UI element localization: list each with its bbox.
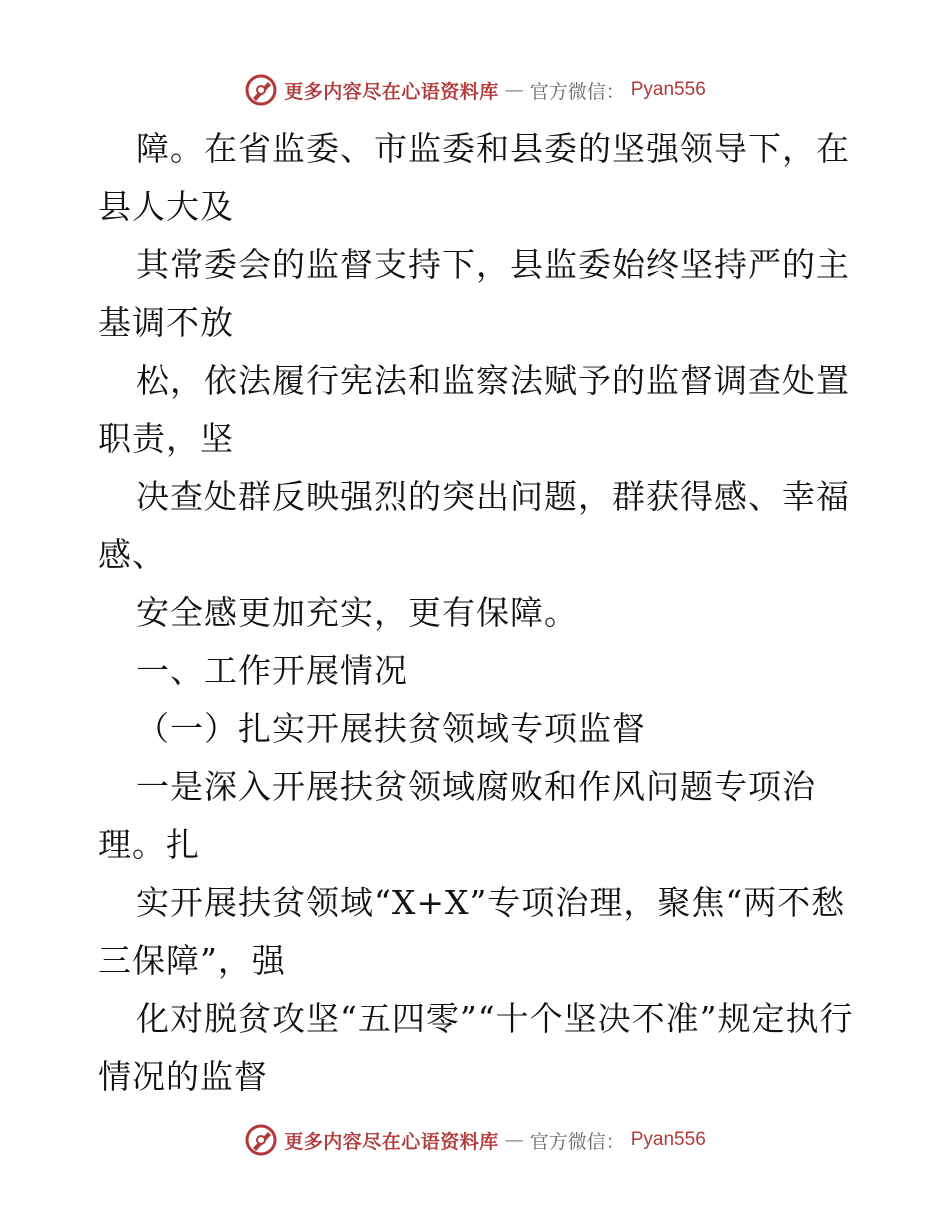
header-brand-text: 更多内容尽在心语资料库 (284, 80, 499, 103)
paragraph: 障。在省监委、市监委和县委的坚强领导下，在县人大及 (98, 129, 850, 226)
paragraph: 松，依法履行宪法和监察法赋予的监督调查处置职责，坚 (98, 361, 850, 458)
footer-watermark (0, 1120, 950, 1160)
paragraph: 安全感更加充实，更有保障。 (136, 593, 578, 632)
header-separator: — (504, 79, 524, 101)
paragraph: 化对脱贫攻坚“五四零”“十个坚决不准”规定执行情况的监督 (98, 999, 854, 1096)
header-wechat-id: Pyan556 (630, 79, 706, 100)
paragraph: 决查处群反映强烈的突出问题，群获得感、幸福感、 (98, 477, 850, 574)
paragraph: 实开展扶贫领域“X+X”专项治理，聚焦“两不愁三保障”，强 (98, 883, 846, 980)
pen-logo-icon (244, 73, 278, 107)
footer-brand-text: 更多内容尽在心语资料库 (284, 1130, 499, 1153)
footer-wechat-id: Pyan556 (630, 1129, 706, 1150)
section-heading: 一、工作开展情况 (136, 651, 408, 690)
document-body (98, 120, 858, 1106)
subsection-heading: （一）扎实开展扶贫领域专项监督 (136, 709, 646, 748)
footer-wechat-label: 官方微信： (529, 1130, 625, 1153)
pen-logo-icon (244, 1123, 278, 1157)
header-watermark (0, 70, 950, 110)
paragraph: 一是深入开展扶贫领域腐败和作风问题专项治理。扎 (98, 767, 816, 864)
footer-separator: — (504, 1129, 524, 1151)
header-wechat-label: 官方微信： (529, 80, 625, 103)
paragraph: 其常委会的监督支持下，县监委始终坚持严的主基调不放 (98, 245, 850, 342)
